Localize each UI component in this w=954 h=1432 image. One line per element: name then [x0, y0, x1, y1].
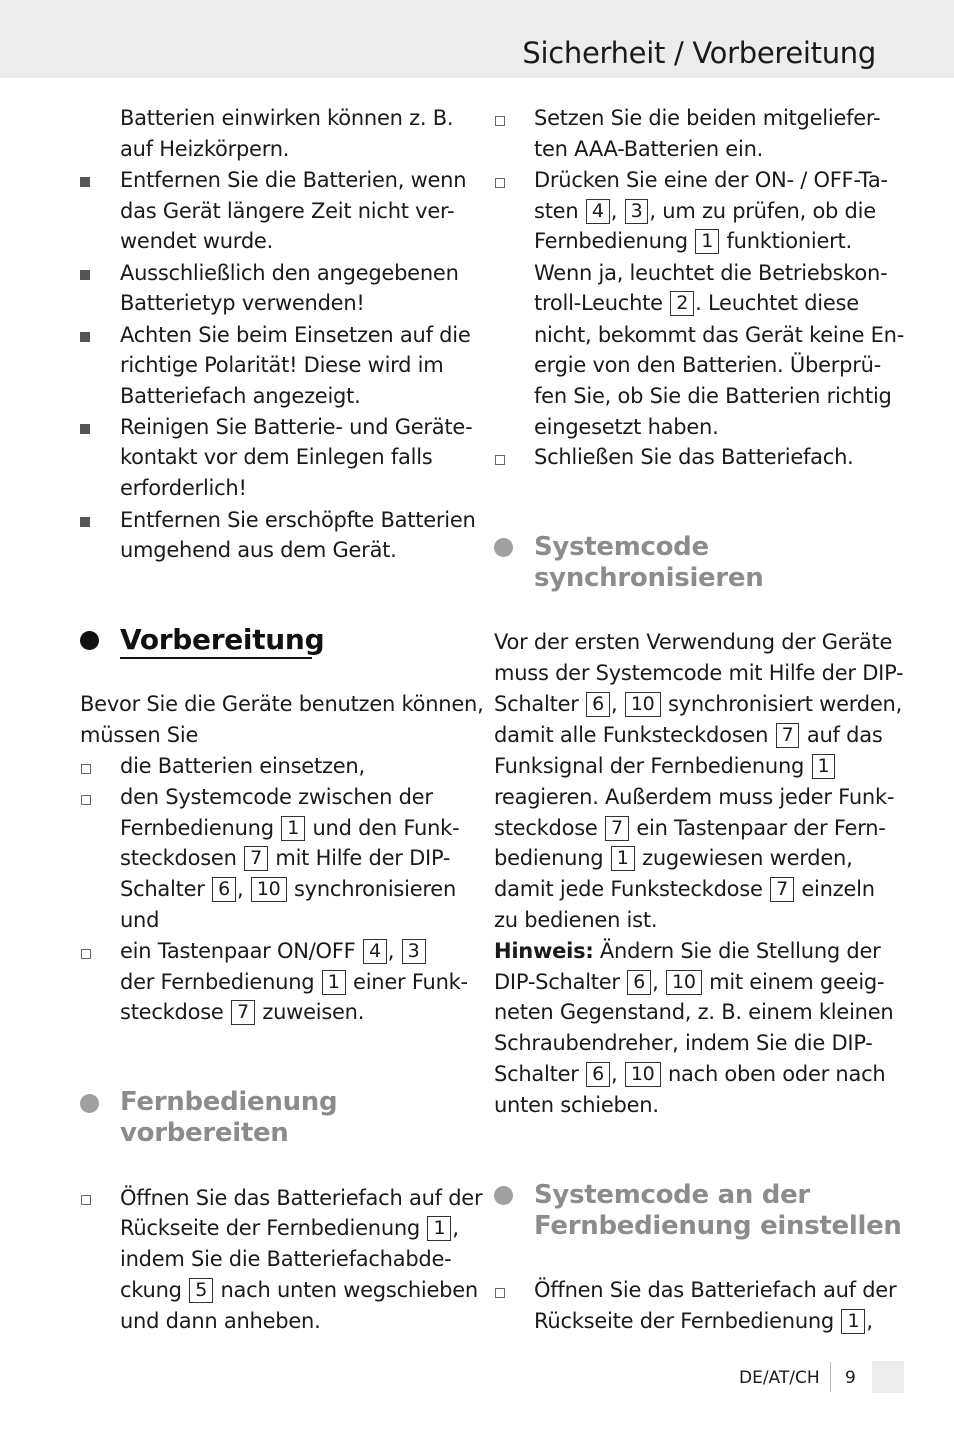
text-line: DIP-Schalter 6 , 10 mit einem geeig- — [494, 970, 885, 994]
ref-box: 4 — [363, 939, 387, 964]
text-line: indem Sie die Batteriefachabde- — [120, 1247, 452, 1271]
text-line: erforderlich! — [120, 476, 247, 500]
text-line: ten AAA-Batterien ein. — [534, 137, 764, 161]
text-line: damit alle Funksteckdosen 7 auf das — [494, 723, 883, 747]
text-line: Schalter 6 , 10 nach oben oder nach — [494, 1062, 886, 1086]
section-heading-sync-line2: synchronisieren — [534, 563, 764, 593]
ref-box: 6 — [586, 1062, 610, 1087]
text-line: Rückseite der Fernbedienung 1 , — [120, 1216, 459, 1240]
text-line: Fernbedienung 1 und den Funk- — [120, 816, 460, 840]
section-heading-sync-line1: Systemcode — [534, 532, 709, 562]
ref-box: 3 — [402, 939, 426, 964]
text-line: ein Tastenpaar ON/OFF 4 , 3 — [120, 936, 427, 966]
text-line: Vor der ersten Verwendung der Geräte — [494, 630, 893, 654]
ref-box: 10 — [251, 877, 287, 902]
ref-box: 10 — [625, 1062, 661, 1087]
text-line: müssen Sie — [80, 723, 199, 747]
text-line: troll-Leuchte 2 . Leuchtet diese — [534, 291, 859, 315]
text-line: auf Heizkörpern. — [120, 137, 290, 161]
text-line: Schließen Sie das Batteriefach. — [534, 445, 854, 469]
text-line: richtige Polarität! Diese wird im — [120, 353, 444, 377]
text-line: Schalter 6 , 10 synchronisiert werden, — [494, 692, 902, 716]
text-line: Ausschließlich den angegebenen — [120, 261, 459, 285]
text-line: Hinweis: Ändern Sie die Stellung der — [494, 939, 881, 963]
text-line: kontakt vor dem Einlegen falls — [120, 445, 433, 469]
text-line: Drücken Sie eine der ON- / OFF-Ta- — [534, 168, 888, 192]
text-line: steckdosen 7 mit Hilfe der DIP- — [120, 846, 451, 870]
checkbox-bullet-icon — [81, 949, 91, 959]
heading-dot-icon — [80, 1094, 99, 1113]
section-heading-code-line2: Fernbedienung einstellen — [534, 1211, 902, 1241]
text-line: Bevor Sie die Geräte benutzen können, — [80, 692, 484, 716]
text-line: nicht, bekommt das Gerät keine En- — [534, 323, 905, 347]
text-line: neten Gegenstand, z. B. einem kleinen — [494, 1000, 894, 1024]
text-line: Schraubendreher, indem Sie die DIP- — [494, 1031, 873, 1055]
text-line: steckdose 7 ein Tastenpaar der Fern- — [494, 816, 886, 840]
footer-divider — [830, 1362, 831, 1392]
text-line: der Fernbedienung 1 einer Funk- — [120, 970, 468, 994]
text-line: und dann anheben. — [120, 1309, 321, 1333]
text-line: unten schieben. — [494, 1093, 659, 1117]
text-line: bedienung 1 zugewiesen werden, — [494, 846, 853, 870]
checkbox-bullet-icon — [495, 178, 505, 188]
footer-language: DE/AT/CH — [739, 1368, 820, 1388]
ref-box: 4 — [586, 199, 610, 224]
text-line: Rückseite der Fernbedienung 1 , — [534, 1309, 873, 1333]
square-bullet-icon — [80, 517, 90, 527]
text-line: reagieren. Außerdem muss jeder Funk- — [494, 785, 895, 809]
checkbox-bullet-icon — [81, 795, 91, 805]
text-line: Wenn ja, leuchtet die Betriebskon- — [534, 261, 888, 285]
text-line: Funksignal der Fernbedienung 1 — [494, 751, 836, 781]
text-line: wendet wurde. — [120, 229, 273, 253]
heading-dot-icon — [80, 631, 99, 650]
text-line: Reinigen Sie Batterie- und Geräte- — [120, 415, 473, 439]
ref-box: 5 — [189, 1278, 213, 1303]
text-line: und — [120, 908, 160, 932]
text-line: Entfernen Sie die Batterien, wenn — [120, 168, 467, 192]
text-line: den Systemcode zwischen der — [120, 785, 433, 809]
text-line: Batterien einwirken können z. B. — [120, 106, 454, 130]
footer-tab-box — [872, 1361, 904, 1393]
text-line: steckdose 7 zuweisen. — [120, 1000, 365, 1024]
checkbox-bullet-icon — [81, 1195, 91, 1205]
square-bullet-icon — [80, 177, 90, 187]
square-bullet-icon — [80, 424, 90, 434]
section-heading-vorbereitung: Vorbereitung — [120, 623, 325, 656]
note-label: Hinweis: — [494, 939, 594, 963]
square-bullet-icon — [80, 270, 90, 280]
heading-dot-icon — [494, 538, 513, 557]
text-line: zu bedienen ist. — [494, 908, 658, 932]
checkbox-bullet-icon — [495, 116, 505, 126]
page-title: Sicherheit / Vorbereitung — [522, 36, 876, 70]
ref-box: 1 — [841, 1309, 865, 1334]
text-line: das Gerät längere Zeit nicht ver- — [120, 199, 455, 223]
text-line: die Batterien einsetzen, — [120, 754, 365, 778]
text-line: sten 4 , 3 , um zu prüfen, ob die — [534, 199, 876, 223]
text-line: Öffnen Sie das Batteriefach auf der — [534, 1278, 897, 1302]
heading-dot-icon — [494, 1186, 513, 1205]
section-heading-fernbedienung-line1: Fernbedienung — [120, 1087, 338, 1117]
ref-box: 7 — [244, 846, 268, 871]
checkbox-bullet-icon — [495, 1288, 505, 1298]
ref-box: 6 — [586, 692, 610, 717]
ref-box: 10 — [625, 692, 661, 717]
ref-box: 1 — [695, 229, 719, 254]
ref-box: 2 — [670, 291, 694, 316]
ref-box: 7 — [231, 1000, 255, 1025]
text-line: Batterietyp verwenden! — [120, 291, 365, 315]
ref-box: 1 — [611, 846, 635, 871]
text-line: eingesetzt haben. — [534, 415, 719, 439]
text-line: Öffnen Sie das Batteriefach auf der — [120, 1186, 483, 1210]
checkbox-bullet-icon — [81, 764, 91, 774]
section-heading-code-line1: Systemcode an der — [534, 1180, 810, 1210]
ref-box: 10 — [666, 970, 702, 995]
page-number: 9 — [845, 1368, 856, 1388]
ref-box: 6 — [212, 877, 236, 902]
heading-underline — [120, 657, 312, 659]
ref-box: 1 — [427, 1216, 451, 1241]
square-bullet-icon — [80, 332, 90, 342]
checkbox-bullet-icon — [495, 455, 505, 465]
text-line: Setzen Sie die beiden mitgeliefer- — [534, 106, 881, 130]
text-line: umgehend aus dem Gerät. — [120, 538, 397, 562]
ref-box: 7 — [776, 723, 800, 748]
section-heading-fernbedienung-line2: vorbereiten — [120, 1118, 289, 1148]
text-line: damit jede Funksteckdose 7 einzeln — [494, 877, 875, 901]
text-line: Fernbedienung 1 funktioniert. — [534, 229, 852, 253]
ref-box: 3 — [625, 199, 649, 224]
text-line: Achten Sie beim Einsetzen auf die — [120, 323, 471, 347]
text-line: Entfernen Sie erschöpfte Batterien — [120, 508, 476, 532]
ref-box: 1 — [322, 970, 346, 995]
ref-box: 7 — [770, 877, 794, 902]
ref-box: 1 — [812, 754, 836, 779]
text-line: ckung 5 nach unten wegschieben — [120, 1278, 478, 1302]
ref-box: 1 — [281, 816, 305, 841]
text-line: ergie von den Batterien. Überprü- — [534, 353, 882, 377]
ref-box: 7 — [605, 816, 629, 841]
text-line: muss der Systemcode mit Hilfe der DIP- — [494, 661, 904, 685]
text-line: Schalter 6 , 10 synchronisieren — [120, 877, 457, 901]
text-line: fen Sie, ob Sie die Batterien richtig — [534, 384, 892, 408]
ref-box: 6 — [627, 970, 651, 995]
text-line: Batteriefach angezeigt. — [120, 384, 361, 408]
